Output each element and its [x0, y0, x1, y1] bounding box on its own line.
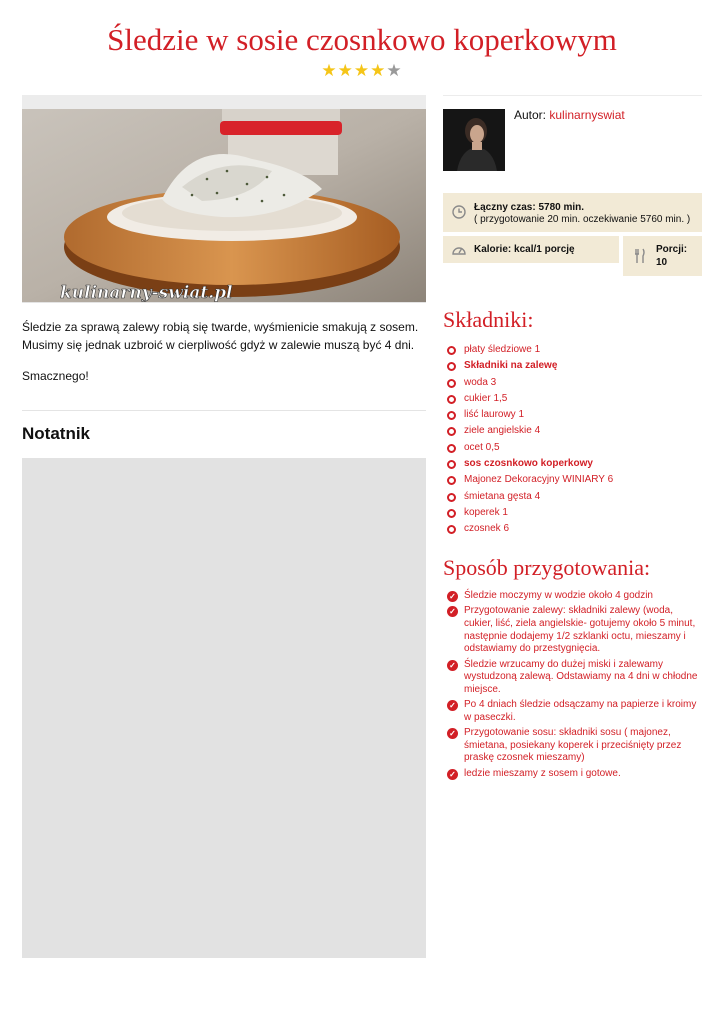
- bullet-icon: [447, 525, 456, 534]
- divider: [22, 410, 426, 411]
- ingredient-text: cukier 1,5: [464, 392, 508, 404]
- total-time-box: [443, 193, 702, 232]
- calories-label: Kalorie: kcal/1 porcję: [474, 244, 575, 255]
- ingredient-item: [447, 472, 613, 488]
- bullet-icon: [447, 476, 456, 485]
- check-icon: ✓: [447, 660, 458, 671]
- bullet-icon: [447, 411, 456, 420]
- recipe-title: Śledzie w sosie czosnkowo koperkowym: [107, 22, 617, 57]
- preparation-step: [447, 590, 703, 603]
- star-filled-icon: ★: [353, 61, 371, 80]
- notes-area[interactable]: [22, 458, 426, 958]
- divider: [22, 302, 426, 303]
- ingredient-text: Składniki na zalewę: [464, 360, 558, 372]
- portions-label: Porcji:: [656, 244, 688, 255]
- step-text: Po 4 dniach śledzie odsączamy na papierze i kroimy w paseczki.: [464, 699, 697, 723]
- preparation-step: [447, 699, 703, 724]
- step-text: ledzie mieszamy z sosem i gotowe.: [464, 767, 621, 779]
- check-icon: ✓: [447, 591, 458, 602]
- total-time-detail: ( przygotowanie 20 min. oczekiwanie 5760 min. ): [474, 214, 691, 225]
- bullet-icon: [447, 460, 456, 469]
- check-icon: ✓: [447, 769, 458, 780]
- author-link[interactable]: kulinarnyswiat: [549, 108, 625, 122]
- description-paragraph: Śledzie za sprawą zalewy robią się twarde, wyśmienicie smakują z sosem. Musimy się jednak uzbroić w cierpliwość gdyż w zalewie muszą być 4 dni.: [22, 320, 419, 352]
- gauge-icon: [451, 242, 467, 261]
- bullet-icon: [447, 509, 456, 518]
- ingredient-item: [447, 505, 613, 521]
- ingredients-heading: Składniki:: [443, 307, 534, 332]
- author-label: Autor:: [514, 108, 547, 122]
- portions-box: [623, 236, 702, 276]
- recipe-photo: [22, 109, 426, 302]
- total-time-label: Łączny czas: 5780 min.: [474, 202, 585, 213]
- step-text: Przygotowanie zalewy: składniki zalewy (woda, cukier, liść, ziela angielskie- gotujemy około 5 minut, następnie dodajemy 1/2 szklanki octu, mieszamy i odstawiamy do przestygnięcia.: [464, 605, 696, 655]
- preparation-step: [447, 768, 703, 781]
- avatar: [443, 109, 505, 171]
- check-icon: ✓: [447, 728, 458, 739]
- ingredient-item: [447, 358, 613, 374]
- ingredient-text: liść laurowy 1: [464, 409, 525, 421]
- clock-icon: [452, 205, 466, 224]
- bullet-icon: [447, 346, 456, 355]
- divider: [443, 95, 702, 96]
- portions-value: 10: [656, 257, 668, 268]
- ingredient-text: koperek 1: [464, 506, 508, 518]
- photo-watermark: kulinarny-swiat.pl: [60, 283, 233, 302]
- bullet-icon: [447, 493, 456, 502]
- ingredient-text: ziele angielskie 4: [464, 425, 541, 437]
- description-paragraph: Smacznego!: [22, 369, 89, 383]
- bullet-icon: [447, 362, 456, 371]
- ingredient-text: woda 3: [464, 376, 497, 388]
- author-line: [514, 108, 625, 122]
- ingredient-item: [447, 521, 613, 537]
- ingredient-item: [447, 391, 613, 407]
- ingredient-text: Majonez Dekoracyjny WINIARY 6: [464, 474, 614, 486]
- bullet-icon: [447, 427, 456, 436]
- ingredient-text: sos czosnkowo koperkowy: [464, 458, 593, 470]
- ingredient-text: płaty śledziowe 1: [464, 344, 541, 355]
- star-filled-icon: ★: [321, 61, 338, 80]
- check-icon: ✓: [447, 700, 458, 711]
- ingredient-item: [447, 375, 613, 391]
- bullet-icon: [447, 379, 456, 388]
- step-text: Śledzie wrzucamy do dużej miski i zalewamy wystudzoną zalewą. Odstawiamy na 4 dni w chłodne miejsce.: [464, 658, 698, 695]
- ingredient-item: [447, 423, 613, 439]
- notes-heading: Notatnik: [22, 424, 90, 443]
- bullet-icon: [447, 395, 456, 404]
- step-text: Śledzie moczymy w wodzie około 4 godzin: [464, 590, 653, 601]
- preparation-heading: Sposób przygotowania:: [443, 555, 651, 580]
- preparation-step: [447, 605, 703, 656]
- check-icon: ✓: [447, 606, 458, 617]
- preparation-step: [447, 727, 703, 765]
- ingredient-text: czosnek 6: [464, 523, 510, 535]
- bullet-icon: [447, 444, 456, 453]
- cutlery-icon: [634, 248, 646, 269]
- ingredient-item: [447, 456, 613, 472]
- ingredients-list: [447, 342, 613, 538]
- recipe-description: [22, 318, 426, 410]
- star-filled-icon: ★: [337, 61, 354, 80]
- ingredient-item: [447, 407, 613, 423]
- ingredient-text: ocet 0,5: [464, 441, 500, 453]
- rating-stars: [0, 61, 724, 81]
- preparation-steps: [447, 590, 703, 783]
- preparation-step: [447, 659, 703, 697]
- calories-box: [443, 236, 619, 263]
- image-top-bar: [22, 95, 426, 109]
- ingredient-text: śmietana gęsta 4: [464, 490, 541, 502]
- ingredient-item: [447, 342, 613, 358]
- star-filled-icon: ★: [370, 61, 387, 80]
- ingredient-item: [447, 440, 613, 456]
- step-text: Przygotowanie sosu: składniki sosu ( majonez, śmietana, posiekany koperek i przeciśnięty przez praskę czosnek mieszamy): [464, 727, 682, 764]
- ingredient-item: [447, 489, 613, 505]
- star-empty-icon: ★: [386, 61, 403, 80]
